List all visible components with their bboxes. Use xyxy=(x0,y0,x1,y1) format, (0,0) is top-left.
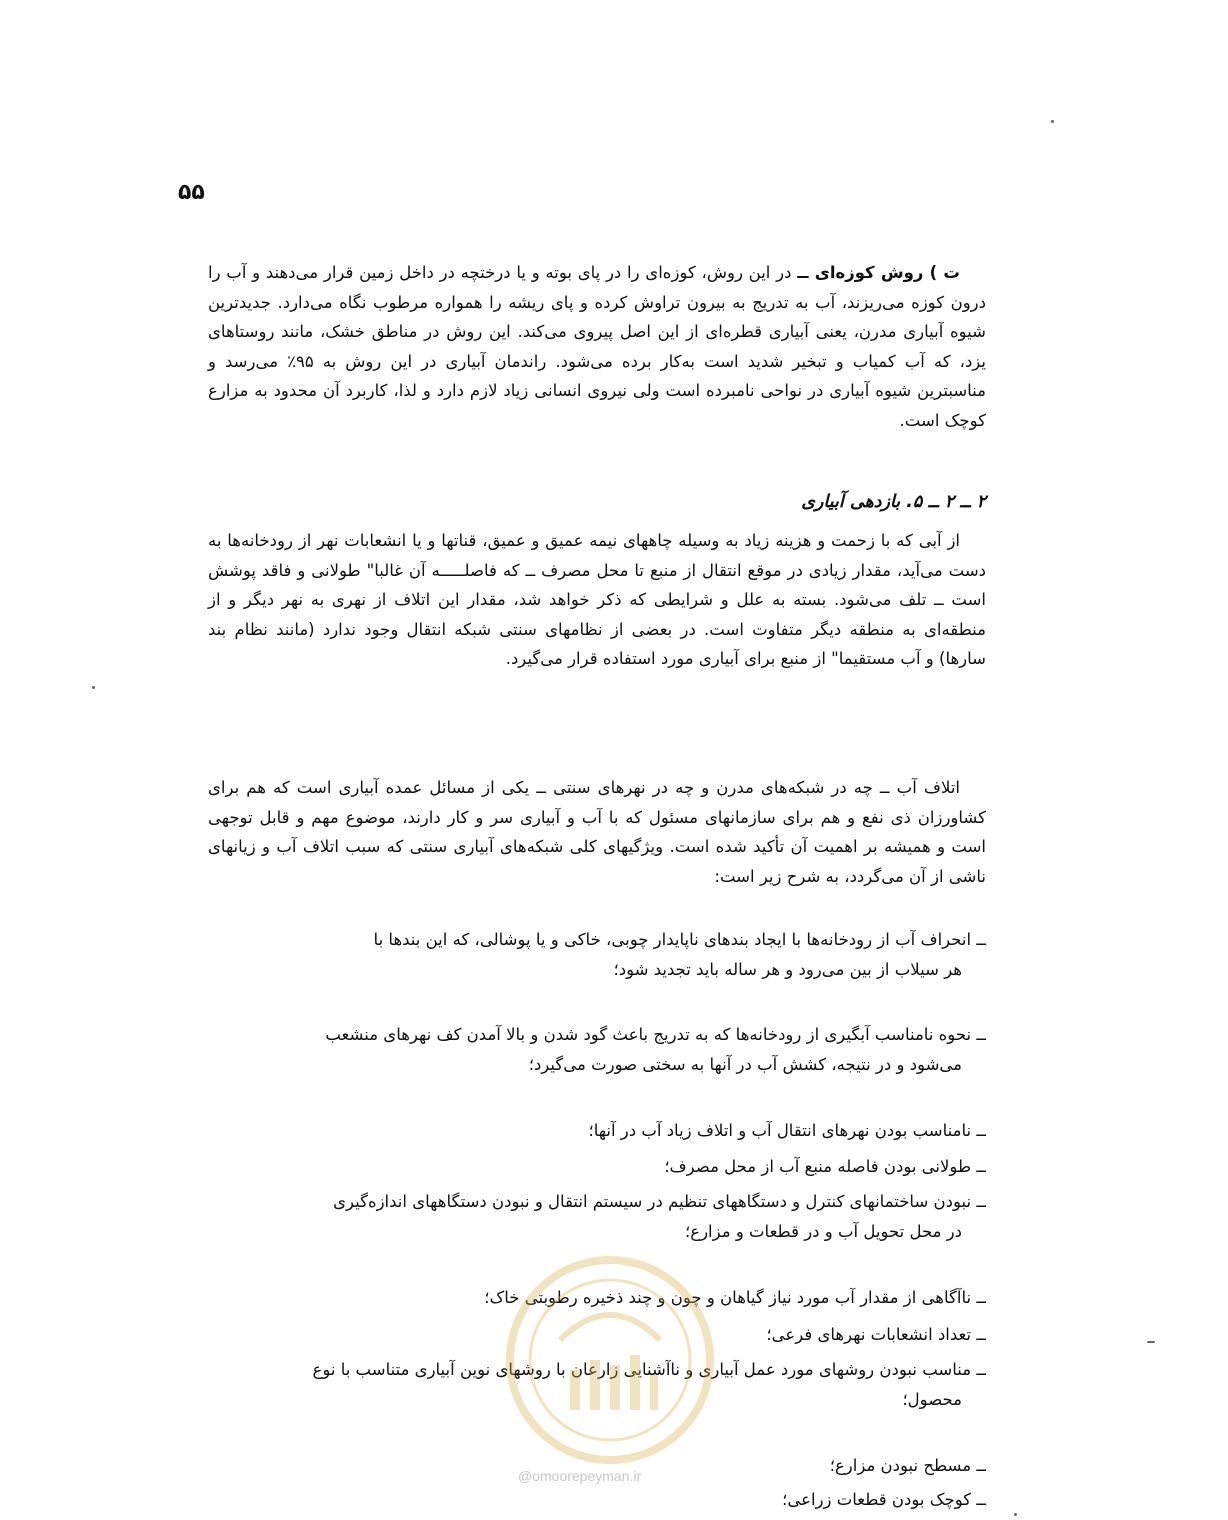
paragraph-water-loss: اتلاف آب ــ چه در شبکه‌های مدرن و چه در نهرهای سنتی ــ یکی از مسائل عمده آبیاری است که هم برای کشاورزان ذی نفع و هم برای سازمانهای مسئول که با آب و آبیاری سر و کار دارند، موضوع مهم و قابل توجهی است و همیشه بر اهمیت آن تأکید شده است. ویژگیهای کلی شبکه‌های آبیاری سنتی که سبب اتلاف آب و زیانهای ناشی از آن می‌گردد، به شرح زیر است: xyxy=(208,778,986,886)
paragraph-irrigation-efficiency: از آبی که با زحمت و هزینه زیاد به وسیله چاههای نیمه عمیق و عمیق، قناتها و یا انشعابات نهر از رودخانه‌ها به دست می‌آید، مقدار زیادی در موقع انتقال از منبع تا محل مصرف ــ که فاصلـــــه آن غالبا" طولانی و فاقد پوشش است ــ تلف می‌شود. بسته به علل و شرایطی که ذکر خواهد شد، مقدار این اتلاف از نهری به نهر دیگر و از منطقه‌ای به منطقه دیگر متفاوت است. در بعضی از نظامهای سنتی شبکه انتقال وجود ندارد (مانند نظام بند سارها) و آب مستقیما" از منبع برای آبیاری مورد استفاده قرار می‌گیرد. xyxy=(208,531,986,668)
bullet-text: ــ کوچک بودن قطعات زراعی؛ xyxy=(782,1490,986,1509)
bullet-item-4 xyxy=(208,1152,986,1182)
bullet-item-7 xyxy=(208,1320,986,1350)
scan-speck xyxy=(1147,1341,1155,1343)
bullet-text: ــ تعداد انشعابات نهرهای فرعی؛ xyxy=(766,1325,986,1344)
bullet-text: ــ ناآگاهی از مقدار آب مورد نیاز گیاهان و چون و چند ذخیره رطوبتی خاک؛ xyxy=(484,1288,986,1307)
bullet-item-6 xyxy=(208,1283,986,1313)
paragraph-pottery-method xyxy=(208,258,986,435)
watermark-site: @omoorepeyman.ir xyxy=(518,1468,642,1484)
bullet-item-5 xyxy=(208,1187,986,1246)
bullet-text: ــ مسطح نبودن مزارع؛ xyxy=(829,1456,986,1475)
section-irrigation-efficiency xyxy=(208,526,986,674)
bullet-text: ــ انحراف آب از رودخانه‌ها با ایجاد بندهای ناپایدار چوبی، خاکی و یا پوشالی، که این بندها با xyxy=(373,930,986,949)
bullet-continuation: هر سیلاب از بین می‌رود و هر ساله باید تجدید شود؛ xyxy=(613,959,962,979)
bullet-item-1 xyxy=(208,925,986,984)
section-pottery-method xyxy=(208,258,986,435)
scan-speck xyxy=(92,686,95,689)
subsection-title: ت ) روش کوزه‌ای ــ xyxy=(797,263,961,282)
bullet-continuation: می‌شود و در نتیجه، کشش آب در آنها به سختی صورت می‌گیرد؛ xyxy=(528,1054,962,1074)
section-heading: ۲ ــ ۲ ــ ۵. بازدهی آبیاری xyxy=(801,492,986,512)
bullet-item-2 xyxy=(208,1020,986,1079)
bullet-text: ــ طولانی بودن فاصله منبع آب از محل مصرف؛ xyxy=(664,1157,986,1176)
bullet-item-10 xyxy=(208,1485,986,1515)
bullet-text: ــ مناسب نبودن روشهای مورد عمل آبیاری و ناآشنایی زارعان با روشهای نوین آبیاری متناسب با نوع xyxy=(312,1360,986,1379)
scan-speck xyxy=(1051,120,1054,123)
section-water-loss xyxy=(208,773,986,891)
bullet-continuation: در محل تحویل آب و در قطعات و مزارع؛ xyxy=(684,1221,962,1241)
page-number: ۵۵ xyxy=(178,180,205,205)
scan-speck xyxy=(1014,1513,1017,1516)
bullet-item-8 xyxy=(208,1355,986,1414)
paragraph-text: در این روش، کوزه‌ای را در پای بوته و یا درختچه در داخل زمین قرار می‌دهند و آب را درون کوزه می‌ریزند، آب به تدریج به بیرون تراوش کرده و پای ریشه را همواره مرطوب نگاه می‌دارد. جدیدترین شیوه آبیاری مدرن، یعنی آبیاری قطره‌ای از این اصل پیروی می‌کند. این روش در مناطق خشک، مانند روستاهای یزد، که آب کمیاب و تبخیر شدید است به‌کار برده می‌شود. راندمان آبیاری در این روش به ۹۵٪ می‌رسد و مناسبترین شیوه آبیاری در نواحی نامبرده است ولی نیروی انسانی زیاد لازم دارد و لذا، کاربرد آن محدود به مزارع کوچک است. xyxy=(208,263,986,430)
bullet-text: ــ نامناسب بودن نهرهای انتقال آب و اتلاف زیاد آب در آنها؛ xyxy=(588,1121,986,1140)
bullet-text: ــ نبودن ساختمانهای کنترل و دستگاههای تنظیم در سیستم انتقال و نبودن دستگاههای اندازه‌گیری xyxy=(333,1192,986,1211)
bullet-text: ــ نحوه نامناسب آبگیری از رودخانه‌ها که به تدریج باعث گود شدن و بالا آمدن کف نهرهای منشعب xyxy=(325,1025,986,1044)
bullet-item-3 xyxy=(208,1116,986,1146)
bullet-continuation: محصول؛ xyxy=(902,1389,962,1409)
